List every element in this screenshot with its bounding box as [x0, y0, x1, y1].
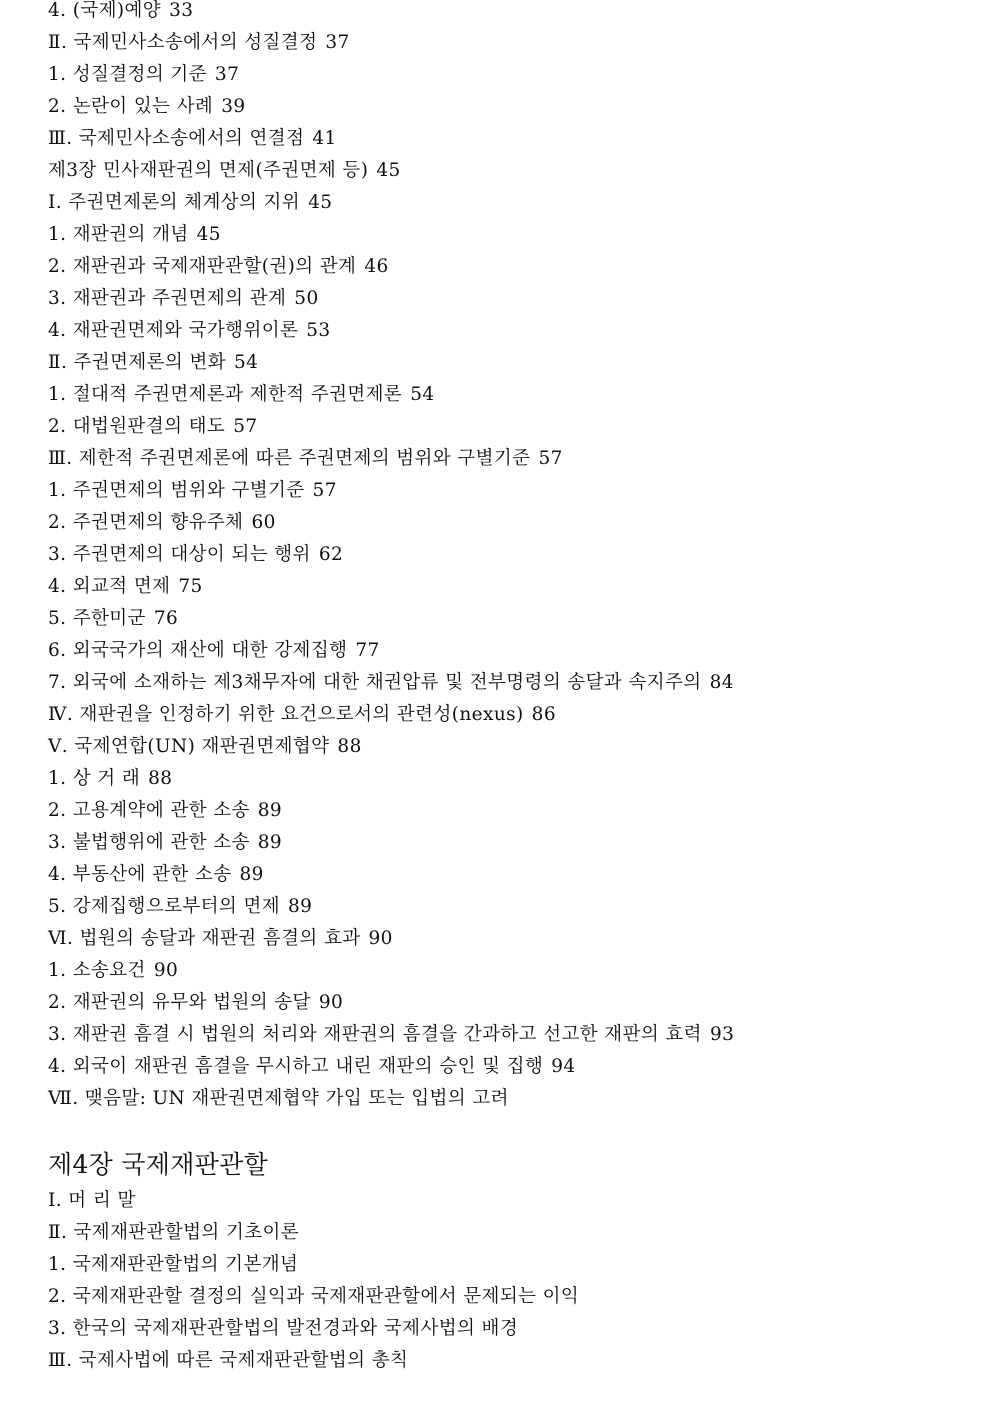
toc-entry-title: Ⅰ. 주권면제론의 체계상의 지위	[48, 192, 301, 213]
toc-entry	[48, 95, 972, 127]
toc-entry-title: Ⅲ. 제한적 주권면제론에 따른 주권면제의 범위와 구별기준	[48, 448, 531, 469]
toc-entry-page-number: 93	[709, 1024, 735, 1045]
toc-entry-page-number: 60	[251, 512, 276, 533]
toc-entry-page-number: 45	[196, 224, 221, 245]
toc-entry	[48, 991, 972, 1023]
toc-entry-page-number: 90	[153, 960, 179, 981]
toc-entry-page-number: 84	[709, 672, 734, 693]
toc-entry-title: 1. 상 거 래	[48, 768, 141, 789]
chapter-4-heading: 제4장 국제재판관할	[48, 1150, 269, 1179]
toc-entry	[48, 671, 972, 703]
toc-entry-page-number: 57	[312, 480, 337, 501]
toc-entry	[48, 223, 972, 255]
toc-entry-title: Ⅱ. 주권면제론의 변화	[48, 352, 226, 373]
toc-entry-page-number: 53	[306, 320, 331, 341]
toc-entry-page-number: 89	[288, 896, 313, 917]
toc-entry	[48, 575, 972, 607]
toc-entry-title: 2. 재판권의 유무와 법원의 송달	[48, 992, 311, 1013]
toc-entry	[48, 639, 972, 671]
toc-entry-page-number: 89	[257, 832, 283, 853]
toc-entry-page-number: 50	[294, 288, 319, 309]
toc-entry	[48, 831, 972, 863]
toc-entry	[48, 927, 972, 959]
toc-entry	[48, 543, 972, 575]
toc-entry	[48, 0, 972, 31]
toc-entry: Ⅲ. 국제사법에 따른 국제재판관할법의 총칙	[48, 1350, 409, 1371]
toc-entry: Ⅱ. 국제재판관할법의 기초이론	[48, 1222, 300, 1243]
toc-entry-page-number: 89	[257, 800, 283, 821]
toc-entry-page-number: 94	[551, 1056, 576, 1077]
toc-entry-title: 3. 재판권 흠결 시 법원의 처리와 재판권의 흠결을 간과하고 선고한 재판의 효력	[48, 1024, 702, 1045]
toc-entry-title: 1. 절대적 주권면제론과 제한적 주권면제론	[48, 384, 403, 405]
toc-entry-title: 2. 주권면제의 향유주체	[48, 512, 244, 533]
toc-entry-title: 4. 재판권면제와 국가행위이론	[48, 320, 299, 341]
toc-entry	[48, 479, 972, 511]
toc-entry-page-number: 89	[239, 864, 264, 885]
toc-entry-page-number: 46	[364, 256, 389, 277]
toc-entry-title: 4. (국제)예양	[48, 0, 162, 21]
toc-entry-page-number: 33	[169, 0, 194, 21]
toc-entry	[48, 863, 972, 895]
toc-list-chapter-4	[48, 1189, 972, 1381]
toc-entry	[48, 191, 972, 223]
toc-entry	[48, 703, 972, 735]
toc-entry	[48, 127, 972, 159]
toc-entry-page-number: 88	[337, 736, 362, 757]
toc-entry	[48, 799, 972, 831]
toc-entry-page-number: 41	[312, 128, 337, 149]
toc-entry-title: 7. 외국에 소재하는 제3채무자에 대한 채권압류 및 전부명령의 송달과 속지주의	[48, 672, 702, 693]
toc-entry-title: 3. 불법행위에 관한 소송	[48, 832, 250, 853]
toc-entry	[48, 63, 972, 95]
toc-entry-title: 3. 주권면제의 대상이 되는 행위	[48, 544, 311, 565]
toc-entry: 3. 한국의 국제재판관할법의 발전경과와 국제사법의 배경	[48, 1318, 519, 1339]
toc-entry: 1. 국제재판관할법의 기본개념	[48, 1254, 299, 1275]
toc-entry	[48, 287, 972, 319]
toc-entry-title: 1. 소송요건	[48, 960, 146, 981]
toc-entry-page-number: 37	[325, 32, 350, 53]
toc-entry-title: 1. 재판권의 개념	[48, 224, 189, 245]
toc-entry	[48, 1087, 972, 1119]
toc-entry-title: 4. 부동산에 관한 소송	[48, 864, 232, 885]
toc-entry-title: 2. 재판권과 국제재판관할(권)의 관계	[48, 256, 357, 277]
toc-entry-page-number: 76	[153, 608, 179, 629]
toc-entry-page-number: 62	[318, 544, 344, 565]
toc-entry-page-number: 37	[214, 64, 240, 85]
toc-entry	[48, 959, 972, 991]
toc-entry-title: 2. 대법원판결의 태도	[48, 416, 226, 437]
toc-entry-page-number: 54	[234, 352, 259, 373]
toc-entry	[48, 1055, 972, 1087]
toc-entry	[48, 511, 972, 543]
toc-entry-title: 5. 강제집행으로부터의 면제	[48, 896, 280, 917]
toc-entry	[48, 255, 972, 287]
toc-entry-page-number: 86	[531, 704, 557, 725]
toc-entry: 2. 국제재판관할 결정의 실익과 국제재판관할에서 문제되는 이익	[48, 1286, 580, 1307]
toc-entry-title: 4. 외교적 면제	[48, 576, 171, 597]
toc-entry-page-number: 77	[355, 640, 380, 661]
toc-entry-title: 1. 성질결정의 기준	[48, 64, 207, 85]
toc-entry-title: Ⅲ. 국제민사소송에서의 연결점	[48, 128, 305, 149]
toc-entry	[48, 447, 972, 479]
toc-entry-title: Ⅳ. 재판권을 인정하기 위한 요건으로서의 관련성(nexus)	[48, 704, 524, 725]
toc-entry-title: Ⅵ. 법원의 송달과 재판권 흠결의 효과	[48, 928, 361, 949]
toc-entry-title: 3. 재판권과 주권면제의 관계	[48, 288, 287, 309]
toc-entry-title: 제3장 민사재판권의 면제(주권면제 등)	[48, 160, 369, 181]
toc-entry-title: 4. 외국이 재판권 흠결을 무시하고 내린 재판의 승인 및 집행	[48, 1056, 544, 1077]
toc-entry	[48, 159, 972, 191]
toc-entry-page-number: 45	[376, 160, 401, 181]
toc-entry-title: 6. 외국국가의 재산에 대한 강제집행	[48, 640, 348, 661]
toc-entry-title: 1. 주권면제의 범위와 구별기준	[48, 480, 305, 501]
toc-page	[48, 0, 972, 1381]
toc-entry-page-number: 57	[538, 448, 563, 469]
toc-entry	[48, 607, 972, 639]
toc-entry	[48, 895, 972, 927]
toc-entry	[48, 319, 972, 351]
toc-entry	[48, 415, 972, 447]
toc-entry	[48, 383, 972, 415]
toc-entry	[48, 31, 972, 63]
toc-entry-title: Ⅱ. 국제민사소송에서의 성질결정	[48, 32, 318, 53]
toc-entry-page-number: 39	[221, 96, 246, 117]
toc-entry-title: 5. 주한미군	[48, 608, 146, 629]
toc-entry	[48, 1023, 972, 1055]
toc-entry-page-number: 57	[233, 416, 258, 437]
toc-entry-page-number: 90	[368, 928, 393, 949]
toc-entry-page-number: 45	[308, 192, 333, 213]
toc-entry-page-number: 75	[178, 576, 203, 597]
toc-list-top	[48, 0, 972, 1119]
toc-entry-page-number: 88	[148, 768, 173, 789]
toc-entry-title: 2. 고용계약에 관한 소송	[48, 800, 250, 821]
toc-entry	[48, 767, 972, 799]
toc-entry-page-number: 90	[318, 992, 344, 1013]
toc-entry-title: 2. 논란이 있는 사례	[48, 96, 214, 117]
toc-entry-title: Ⅶ. 맺음말: UN 재판권면제협약 가입 또는 입법의 고려	[48, 1088, 509, 1109]
toc-entry	[48, 735, 972, 767]
toc-entry	[48, 351, 972, 383]
toc-entry-page-number: 54	[410, 384, 435, 405]
toc-entry: Ⅰ. 머 리 말	[48, 1190, 136, 1211]
toc-entry-title: Ⅴ. 국제연합(UN) 재판권면제협약	[48, 736, 330, 757]
